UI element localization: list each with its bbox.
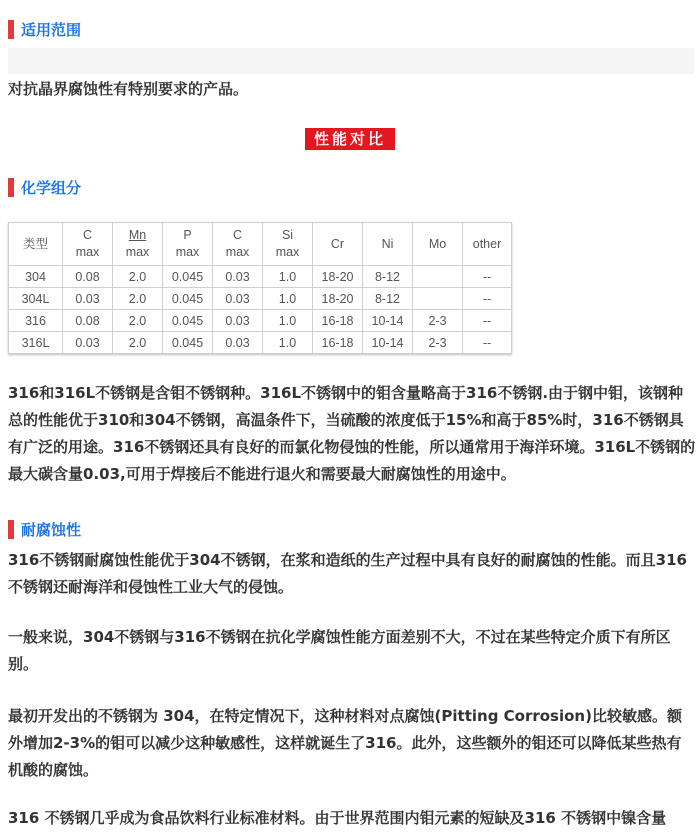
table-cell: 2.0 bbox=[113, 310, 163, 332]
comparison-badge-wrap bbox=[0, 128, 700, 150]
table-cell: 1.0 bbox=[263, 266, 313, 288]
column-header: other bbox=[463, 223, 512, 266]
table-cell: 316 bbox=[9, 310, 63, 332]
table-cell: 2.0 bbox=[113, 266, 163, 288]
table-cell: 1.0 bbox=[263, 310, 313, 332]
table-row bbox=[9, 332, 512, 354]
table-cell: 0.045 bbox=[163, 288, 213, 310]
section-heading-corrosion bbox=[8, 519, 81, 539]
paragraph-corrosion-3: 最初开发出的不锈钢为 304，在特定情况下，这种材料对点腐蚀(Pitting Corrosion)比较敏感。额外增加2-3%的钼可以减少这种敏感性，这样就诞生了316。此外，这些额外的钼还可以降低某些热有机酸的腐蚀。 bbox=[8, 707, 682, 779]
table-cell: 0.03 bbox=[63, 288, 113, 310]
table-row bbox=[9, 310, 512, 332]
table-cell bbox=[413, 266, 463, 288]
table-cell: 10-14 bbox=[363, 332, 413, 354]
table-cell: 8-12 bbox=[363, 266, 413, 288]
paragraph-corrosion-4: 316 不锈钢几乎成为食品饮料行业标准材料。由于世界范围内钼元素的短缺及316 不锈钢中镍含量 bbox=[8, 809, 667, 827]
comparison-badge: 性能对比 bbox=[305, 128, 395, 150]
table-cell: 18-20 bbox=[313, 288, 363, 310]
composition-table bbox=[8, 222, 512, 354]
column-header: Ni bbox=[363, 223, 413, 266]
table-cell: 8-12 bbox=[363, 288, 413, 310]
gray-band bbox=[8, 48, 694, 74]
column-header: 类型 bbox=[9, 223, 63, 266]
column-header: C max bbox=[63, 223, 113, 266]
table-row bbox=[9, 266, 512, 288]
column-header: C max bbox=[213, 223, 263, 266]
scope-text: 对抗晶界腐蚀性有特别要求的产品。 bbox=[8, 80, 249, 98]
table-cell bbox=[413, 288, 463, 310]
heading-accent-bar bbox=[8, 520, 14, 539]
table-cell: 0.03 bbox=[213, 288, 263, 310]
table-cell: 0.08 bbox=[63, 266, 113, 288]
table-cell: 2-3 bbox=[413, 310, 463, 332]
table-row bbox=[9, 288, 512, 310]
column-header: P max bbox=[163, 223, 213, 266]
table-cell: 16-18 bbox=[313, 310, 363, 332]
table-cell: 2.0 bbox=[113, 288, 163, 310]
table-cell: 10-14 bbox=[363, 310, 413, 332]
heading-accent-bar bbox=[8, 20, 14, 39]
table-cell: -- bbox=[463, 332, 512, 354]
table-cell: 0.03 bbox=[213, 266, 263, 288]
table-cell: 2-3 bbox=[413, 332, 463, 354]
table-header-row bbox=[9, 223, 512, 266]
section-heading-chemical bbox=[8, 177, 81, 197]
table-cell: 0.03 bbox=[213, 332, 263, 354]
table-cell: 2.0 bbox=[113, 332, 163, 354]
section-heading-text: 化学组分 bbox=[21, 178, 82, 197]
table-cell: 0.045 bbox=[163, 310, 213, 332]
table-cell: 0.045 bbox=[163, 266, 213, 288]
table-cell: 16-18 bbox=[313, 332, 363, 354]
section-heading-text: 耐腐蚀性 bbox=[21, 520, 82, 539]
paragraph-316-overview: 316和316L不锈钢是含钼不锈钢种。316L不锈钢中的钼含量略高于316不锈钢.由于钢中钼，该钢种总的性能优于310和304不锈钢，高温条件下，当硫酸的浓度低于15%和高于85%时，316不锈钢具有广泛的用途。316不锈钢还具有良好的而氯化物侵蚀的性能，所以通常用于海洋环境。316L不锈钢的最大碳含量0.03,可用于焊接后不能进行退火和需要最大耐腐蚀性的用途中。 bbox=[8, 384, 696, 483]
column-header: Mo bbox=[413, 223, 463, 266]
table-cell: 1.0 bbox=[263, 288, 313, 310]
table-cell: 304L bbox=[9, 288, 63, 310]
table-cell: 0.03 bbox=[63, 332, 113, 354]
table-cell: -- bbox=[463, 266, 512, 288]
table-cell: 1.0 bbox=[263, 332, 313, 354]
heading-accent-bar bbox=[8, 178, 14, 197]
table-cell: 0.08 bbox=[63, 310, 113, 332]
section-heading-scope bbox=[8, 19, 81, 39]
paragraph-corrosion-2: 一般来说，304不锈钢与316不锈钢在抗化学腐蚀性能方面差别不大，不过在某些特定介质下有所区别。 bbox=[8, 628, 671, 673]
table-cell: 0.045 bbox=[163, 332, 213, 354]
column-header: Cr bbox=[313, 223, 363, 266]
table-cell: -- bbox=[463, 288, 512, 310]
table-cell: 304 bbox=[9, 266, 63, 288]
section-heading-text: 适用范围 bbox=[21, 20, 82, 39]
table-cell: 18-20 bbox=[313, 266, 363, 288]
table-cell: 0.03 bbox=[213, 310, 263, 332]
column-header: Mn max bbox=[113, 223, 163, 266]
table-cell: 316L bbox=[9, 332, 63, 354]
paragraph-corrosion-1: 316不锈钢耐腐蚀性能优于304不锈钢，在浆和造纸的生产过程中具有良好的耐腐蚀的性能。而且316不锈钢还耐海洋和侵蚀性工业大气的侵蚀。 bbox=[8, 551, 687, 596]
table-cell: -- bbox=[463, 310, 512, 332]
column-header: Si max bbox=[263, 223, 313, 266]
